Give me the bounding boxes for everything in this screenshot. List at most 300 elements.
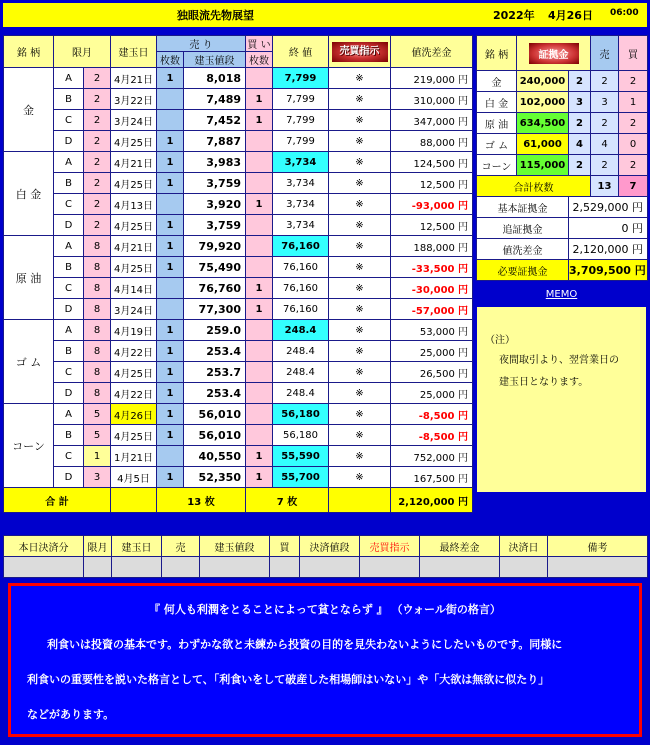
row-month: 2	[84, 173, 111, 194]
total-diff: 2,120,000 円	[391, 488, 473, 513]
row-open-date: 4月22日	[111, 383, 157, 404]
row-diff: 53,000 円	[391, 320, 473, 341]
row-open-date: 4月25日	[111, 362, 157, 383]
margin-sell: 2	[591, 155, 619, 176]
margin-brand: ゴ ム	[477, 134, 517, 155]
row-month: 2	[84, 131, 111, 152]
margin-col-deposit	[517, 36, 591, 71]
memo-line: 建玉日となります。	[499, 377, 589, 388]
settle-cell[interactable]	[112, 557, 162, 578]
row-sell-qty: 1	[157, 68, 184, 89]
row-sell-qty: 1	[157, 257, 184, 278]
settle-cell[interactable]	[162, 557, 200, 578]
row-instruction[interactable]: ※	[329, 446, 391, 467]
row-diff: 12,500 円	[391, 215, 473, 236]
row-sell-qty: 1	[157, 131, 184, 152]
col-open-date: 建玉日	[111, 36, 157, 68]
row-sell-qty: 1	[157, 341, 184, 362]
row-month: 8	[84, 257, 111, 278]
year-label: 2022年	[493, 9, 535, 22]
row-open-price: 3,983	[184, 152, 246, 173]
row-instruction[interactable]: ※	[329, 236, 391, 257]
row-open-price: 3,920	[184, 194, 246, 215]
row-close: 7,799	[273, 110, 329, 131]
margin-amount: 102,000	[517, 92, 569, 113]
table-row	[4, 236, 473, 257]
row-instruction[interactable]: ※	[329, 152, 391, 173]
table-row	[477, 197, 648, 218]
row-open-price: 3,759	[184, 215, 246, 236]
row-open-price: 79,920	[184, 236, 246, 257]
summary-value: 2,120,000 円	[569, 239, 648, 260]
row-month: 2	[84, 110, 111, 131]
row-open-date: 4月14日	[111, 278, 157, 299]
row-buy-qty	[246, 68, 273, 89]
margin-amount: 634,500	[517, 113, 569, 134]
settle-col: 決済日	[500, 536, 548, 557]
total-spacer	[111, 488, 157, 513]
row-code: D	[54, 215, 84, 236]
summary-label: 必要証拠金	[477, 260, 569, 281]
row-instruction[interactable]: ※	[329, 383, 391, 404]
row-open-date: 4月21日	[111, 68, 157, 89]
col-sell: 売 り	[157, 36, 246, 52]
page-title: 独眼流先物展望	[177, 9, 254, 22]
settle-col: 最終差金	[420, 536, 500, 557]
row-month: 3	[84, 467, 111, 488]
row-close: 3,734	[273, 215, 329, 236]
row-instruction[interactable]: ※	[329, 425, 391, 446]
row-sell-qty	[157, 89, 184, 110]
row-month: 8	[84, 299, 111, 320]
settle-col: 建玉値段	[200, 536, 270, 557]
row-code: B	[54, 173, 84, 194]
row-close: 248.4	[273, 362, 329, 383]
settle-cell[interactable]	[420, 557, 500, 578]
row-code: A	[54, 320, 84, 341]
row-open-date: 4月22日	[111, 341, 157, 362]
margin-total-label: 合計枚数	[477, 176, 591, 197]
table-row	[4, 383, 473, 404]
row-open-price: 40,550	[184, 446, 246, 467]
row-instruction[interactable]: ※	[329, 320, 391, 341]
table-row	[4, 215, 473, 236]
row-open-date: 4月5日	[111, 467, 157, 488]
total-label: 合 計	[4, 488, 111, 513]
total-buy: 7 枚	[246, 488, 329, 513]
row-open-date: 3月24日	[111, 110, 157, 131]
table-row	[4, 278, 473, 299]
row-code: D	[54, 299, 84, 320]
settle-cell[interactable]	[84, 557, 112, 578]
table-row	[4, 194, 473, 215]
row-sell-qty	[157, 446, 184, 467]
row-open-price: 7,887	[184, 131, 246, 152]
row-close: 7,799	[273, 89, 329, 110]
table-row	[4, 446, 473, 467]
settle-cell[interactable]	[500, 557, 548, 578]
table-row	[477, 260, 648, 281]
deposit-button[interactable]: 証拠金	[529, 43, 579, 64]
settle-cell[interactable]	[360, 557, 420, 578]
row-buy-qty: 1	[246, 278, 273, 299]
table-row	[4, 341, 473, 362]
margin-sell: 3	[591, 92, 619, 113]
row-sell-qty	[157, 110, 184, 131]
row-diff: 88,000 円	[391, 131, 473, 152]
margin-total-buy: 7	[619, 176, 648, 197]
memo-title[interactable]: MEMO	[545, 289, 578, 300]
row-instruction[interactable]: ※	[329, 341, 391, 362]
group-name: コーン	[4, 404, 54, 488]
group-name: 原 油	[4, 236, 54, 320]
row-buy-qty	[246, 257, 273, 278]
row-month: 8	[84, 362, 111, 383]
row-diff: -33,500 円	[391, 257, 473, 278]
row-close: 248.4	[273, 383, 329, 404]
row-close: 7,799	[273, 131, 329, 152]
quote-line: 利食いは投資の基本です。わずかな欲と未練から投資の目的を見失わないようにしたいものです。同様に	[47, 638, 563, 651]
row-instruction[interactable]: ※	[329, 89, 391, 110]
row-buy-qty	[246, 320, 273, 341]
row-diff: 25,000 円	[391, 341, 473, 362]
settle-col: 買	[270, 536, 300, 557]
row-sell-qty	[157, 194, 184, 215]
margin-brand: コーン	[477, 155, 517, 176]
table-row	[4, 404, 473, 425]
table-row	[4, 89, 473, 110]
row-month: 8	[84, 278, 111, 299]
margin-table	[476, 35, 648, 281]
row-instruction[interactable]: ※	[329, 467, 391, 488]
row-close: 76,160	[273, 299, 329, 320]
settle-col: 売買指示	[360, 536, 420, 557]
settle-col: 決済値段	[300, 536, 360, 557]
table-row	[4, 152, 473, 173]
row-buy-qty: 1	[246, 89, 273, 110]
row-sell-qty: 1	[157, 236, 184, 257]
margin-brand: 金	[477, 71, 517, 92]
margin-count: 4	[569, 134, 591, 155]
margin-amount: 240,000	[517, 71, 569, 92]
row-diff: 219,000 円	[391, 68, 473, 89]
row-instruction[interactable]: ※	[329, 173, 391, 194]
table-row	[477, 92, 648, 113]
margin-buy: 2	[619, 113, 648, 134]
margin-brand: 原 油	[477, 113, 517, 134]
row-sell-qty: 1	[157, 152, 184, 173]
row-open-price: 3,759	[184, 173, 246, 194]
table-row	[477, 176, 648, 197]
row-buy-qty: 1	[246, 446, 273, 467]
table-row	[477, 134, 648, 155]
row-close: 76,160	[273, 278, 329, 299]
row-open-date: 4月25日	[111, 173, 157, 194]
row-buy-qty	[246, 131, 273, 152]
row-buy-qty: 1	[246, 194, 273, 215]
summary-value: 0 円	[569, 218, 648, 239]
row-diff: -8,500 円	[391, 425, 473, 446]
margin-buy: 1	[619, 92, 648, 113]
settle-col: 本日決済分	[4, 536, 84, 557]
row-diff: 188,000 円	[391, 236, 473, 257]
summary-label: 基本証拠金	[477, 197, 569, 218]
row-buy-qty	[246, 215, 273, 236]
table-row	[477, 218, 648, 239]
summary-label: 追証拠金	[477, 218, 569, 239]
settle-col: 限月	[84, 536, 112, 557]
settle-col: 売	[162, 536, 200, 557]
col-brand: 銘 柄	[4, 36, 54, 68]
row-code: A	[54, 404, 84, 425]
row-sell-qty: 1	[157, 383, 184, 404]
table-row	[4, 257, 473, 278]
quote-box	[8, 583, 642, 737]
row-instruction[interactable]: ※	[329, 257, 391, 278]
row-code: B	[54, 425, 84, 446]
row-code: B	[54, 257, 84, 278]
col-open-price: 建玉値段	[184, 52, 246, 68]
row-sell-qty: 1	[157, 320, 184, 341]
row-diff: -30,000 円	[391, 278, 473, 299]
row-open-price: 75,490	[184, 257, 246, 278]
row-buy-qty	[246, 341, 273, 362]
row-instruction[interactable]: ※	[329, 299, 391, 320]
table-row	[4, 320, 473, 341]
margin-buy: 0	[619, 134, 648, 155]
row-instruction[interactable]: ※	[329, 194, 391, 215]
margin-col-buy: 買	[619, 36, 648, 71]
row-close: 248.4	[273, 320, 329, 341]
row-month: 2	[84, 89, 111, 110]
row-month: 2	[84, 68, 111, 89]
table-row	[477, 113, 648, 134]
memo-panel	[477, 307, 646, 492]
row-open-price: 56,010	[184, 404, 246, 425]
table-row	[4, 425, 473, 446]
row-open-date: 4月26日	[111, 404, 157, 425]
margin-sell: 2	[591, 71, 619, 92]
table-row	[4, 110, 473, 131]
settle-cell[interactable]	[4, 557, 84, 578]
row-sell-qty: 1	[157, 173, 184, 194]
row-code: C	[54, 110, 84, 131]
row-instruction[interactable]: ※	[329, 215, 391, 236]
group-name: ゴ ム	[4, 320, 54, 404]
row-open-date: 4月21日	[111, 236, 157, 257]
row-open-date: 3月22日	[111, 89, 157, 110]
total-sell: 13 枚	[157, 488, 246, 513]
row-buy-qty: 1	[246, 110, 273, 131]
table-row	[477, 155, 648, 176]
col-month: 限月	[54, 36, 111, 68]
row-month: 1	[84, 446, 111, 467]
margin-count: 2	[569, 155, 591, 176]
row-code: C	[54, 278, 84, 299]
total-spacer-2	[329, 488, 391, 513]
row-diff: 347,000 円	[391, 110, 473, 131]
row-code: A	[54, 68, 84, 89]
row-instruction[interactable]: ※	[329, 68, 391, 89]
margin-count: 3	[569, 92, 591, 113]
margin-count: 2	[569, 113, 591, 134]
settle-col: 備考	[548, 536, 648, 557]
row-sell-qty: 1	[157, 215, 184, 236]
row-sell-qty: 1	[157, 467, 184, 488]
row-buy-qty	[246, 152, 273, 173]
row-close: 76,160	[273, 236, 329, 257]
table-row	[4, 173, 473, 194]
row-diff: 310,000 円	[391, 89, 473, 110]
row-close: 55,700	[273, 467, 329, 488]
settle-cell[interactable]	[548, 557, 648, 578]
trade-instruction-button[interactable]: 売買指示	[332, 42, 388, 62]
col-sell-qty: 枚数	[157, 52, 184, 68]
row-code: D	[54, 131, 84, 152]
margin-amount: 115,000	[517, 155, 569, 176]
row-code: B	[54, 89, 84, 110]
row-diff: -57,000 円	[391, 299, 473, 320]
col-buy: 買 い	[246, 36, 273, 52]
summary-value: 3,709,500 円	[569, 260, 648, 281]
group-name: 白 金	[4, 152, 54, 236]
margin-brand: 白 金	[477, 92, 517, 113]
row-buy-qty	[246, 425, 273, 446]
row-code: C	[54, 362, 84, 383]
row-sell-qty: 1	[157, 362, 184, 383]
row-buy-qty: 1	[246, 299, 273, 320]
row-open-date: 3月24日	[111, 299, 157, 320]
row-close: 55,590	[273, 446, 329, 467]
margin-col-brand: 銘 柄	[477, 36, 517, 71]
row-sell-qty	[157, 299, 184, 320]
row-code: A	[54, 152, 84, 173]
margin-buy: 2	[619, 155, 648, 176]
row-diff: 25,000 円	[391, 383, 473, 404]
margin-buy: 2	[619, 71, 648, 92]
row-open-date: 4月25日	[111, 131, 157, 152]
row-close: 3,734	[273, 194, 329, 215]
row-instruction[interactable]: ※	[329, 404, 391, 425]
row-diff: 26,500 円	[391, 362, 473, 383]
row-open-date: 4月25日	[111, 425, 157, 446]
row-close: 56,180	[273, 425, 329, 446]
group-name: 金	[4, 68, 54, 152]
row-diff: 167,500 円	[391, 467, 473, 488]
row-month: 8	[84, 236, 111, 257]
row-sell-qty: 1	[157, 425, 184, 446]
row-code: D	[54, 467, 84, 488]
row-open-price: 259.0	[184, 320, 246, 341]
quote-line: 利食いの重要性を説いた格言として、「利食いをして破産した相場師はいない」や「大欲は無欲に似たり」	[27, 673, 550, 686]
row-month: 2	[84, 215, 111, 236]
row-diff: 124,500 円	[391, 152, 473, 173]
row-instruction[interactable]: ※	[329, 362, 391, 383]
row-month: 5	[84, 425, 111, 446]
table-row	[477, 71, 648, 92]
row-open-price: 52,350	[184, 467, 246, 488]
row-open-date: 4月19日	[111, 320, 157, 341]
col-instruction	[329, 36, 391, 68]
settle-cell[interactable]	[200, 557, 270, 578]
row-open-date: 4月25日	[111, 215, 157, 236]
row-open-price: 253.4	[184, 383, 246, 404]
row-open-price: 253.4	[184, 341, 246, 362]
row-open-price: 56,010	[184, 425, 246, 446]
row-diff: 752,000 円	[391, 446, 473, 467]
row-month: 8	[84, 341, 111, 362]
row-month: 8	[84, 383, 111, 404]
margin-amount: 61,000	[517, 134, 569, 155]
row-open-price: 77,300	[184, 299, 246, 320]
table-row	[4, 467, 473, 488]
row-close: 3,734	[273, 152, 329, 173]
row-month: 2	[84, 194, 111, 215]
row-open-price: 76,760	[184, 278, 246, 299]
row-open-price: 7,452	[184, 110, 246, 131]
row-open-price: 8,018	[184, 68, 246, 89]
row-open-date: 4月21日	[111, 152, 157, 173]
time-label: 06:00	[610, 8, 639, 18]
settle-col: 建玉日	[112, 536, 162, 557]
settlement-table	[3, 535, 648, 578]
row-buy-qty	[246, 404, 273, 425]
row-close: 76,160	[273, 257, 329, 278]
row-instruction[interactable]: ※	[329, 110, 391, 131]
row-close: 7,799	[273, 68, 329, 89]
row-buy-qty	[246, 362, 273, 383]
col-diff: 値洗差金	[391, 36, 473, 68]
row-month: 8	[84, 320, 111, 341]
position-table	[3, 35, 473, 513]
row-code: C	[54, 194, 84, 215]
row-close: 248.4	[273, 341, 329, 362]
margin-col-sell: 売	[591, 36, 619, 71]
row-diff: -93,000 円	[391, 194, 473, 215]
row-code: B	[54, 341, 84, 362]
margin-sell: 2	[591, 113, 619, 134]
settle-cell[interactable]	[270, 557, 300, 578]
header-bar	[3, 3, 647, 27]
row-open-date: 4月13日	[111, 194, 157, 215]
row-instruction[interactable]: ※	[329, 131, 391, 152]
row-month: 5	[84, 404, 111, 425]
row-code: D	[54, 383, 84, 404]
row-instruction[interactable]: ※	[329, 278, 391, 299]
row-close: 3,734	[273, 173, 329, 194]
table-row	[4, 299, 473, 320]
row-open-date: 1月21日	[111, 446, 157, 467]
margin-total-sell: 13	[591, 176, 619, 197]
row-buy-qty	[246, 236, 273, 257]
row-open-date: 4月25日	[111, 257, 157, 278]
row-sell-qty: 1	[157, 404, 184, 425]
table-row	[4, 131, 473, 152]
row-buy-qty	[246, 383, 273, 404]
summary-value: 2,529,000 円	[569, 197, 648, 218]
row-code: A	[54, 236, 84, 257]
table-row	[477, 239, 648, 260]
table-row	[4, 68, 473, 89]
row-buy-qty: 1	[246, 467, 273, 488]
row-close: 56,180	[273, 404, 329, 425]
row-diff: -8,500 円	[391, 404, 473, 425]
table-row	[4, 362, 473, 383]
row-code: C	[54, 446, 84, 467]
memo-line: 夜間取引より、翌営業日の	[499, 355, 619, 366]
summary-label: 値洗差金	[477, 239, 569, 260]
settle-cell[interactable]	[300, 557, 360, 578]
